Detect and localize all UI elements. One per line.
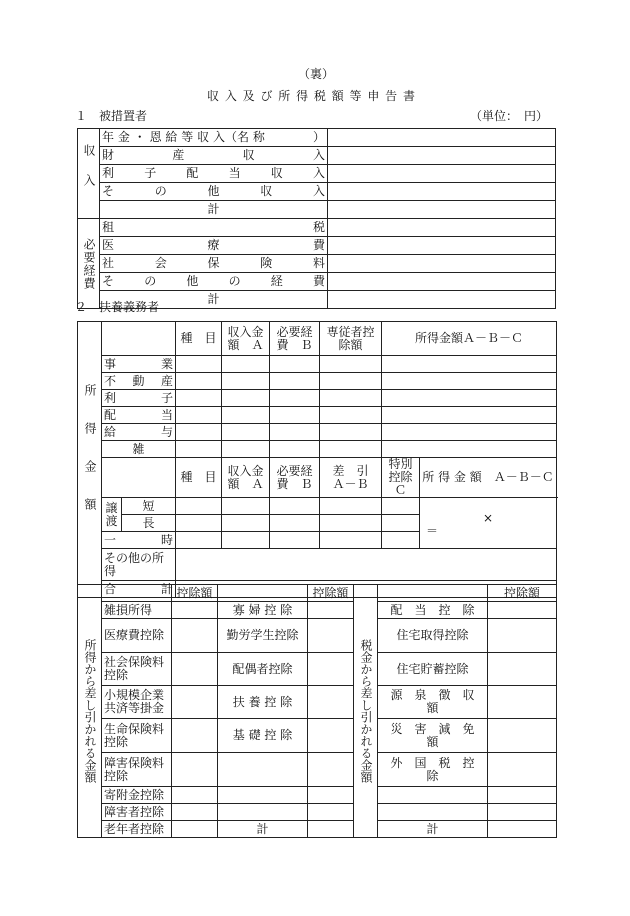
expense-value[interactable]: [328, 255, 556, 273]
table-cell[interactable]: [488, 619, 557, 653]
deduct-item: 社会保険料控除: [102, 653, 172, 686]
h1-a: 収入金額 Ａ: [222, 322, 270, 356]
table-cell: [176, 498, 222, 515]
table-cell[interactable]: [172, 719, 218, 753]
deduct-item: 基 礎 控 除: [218, 719, 308, 753]
deduct-item: 老年者控除: [102, 821, 172, 838]
kojogaku-3: 控除額: [488, 585, 557, 602]
table-cell[interactable]: [270, 373, 320, 390]
table-cell[interactable]: [488, 787, 557, 804]
h2-b: 必要経費 Ｂ: [270, 458, 320, 498]
expense-label-cell: 必要経費: [78, 219, 100, 309]
table-cell[interactable]: [320, 532, 382, 549]
table-cell[interactable]: [270, 390, 320, 407]
tax-item: 住宅取得控除: [378, 619, 488, 653]
table-cell[interactable]: [172, 753, 218, 787]
table-cell[interactable]: [222, 356, 270, 373]
table-cell[interactable]: [270, 441, 320, 458]
table-cell[interactable]: [382, 441, 557, 458]
table-cell[interactable]: [222, 424, 270, 441]
table-cell[interactable]: [222, 373, 270, 390]
h2-shumoku: 種 目: [176, 458, 222, 498]
table-cell[interactable]: [172, 787, 218, 804]
table-cell: [378, 585, 488, 602]
tax-item: 外 国 税 控 除: [378, 753, 488, 787]
deduct-item: 障害者控除: [102, 804, 172, 821]
table-cell[interactable]: [308, 753, 354, 787]
cho-label: 長: [122, 515, 176, 532]
section1-table: [77, 128, 556, 309]
table-cell[interactable]: [382, 515, 420, 532]
deduct-item: 寄附金控除: [102, 787, 172, 804]
table-cell[interactable]: [382, 424, 557, 441]
expense-value[interactable]: [328, 237, 556, 255]
table-cell: [176, 356, 222, 373]
table-cell[interactable]: [488, 753, 557, 787]
table-cell: [176, 532, 222, 549]
table-cell[interactable]: [378, 787, 488, 804]
expense-row: 医 療 費: [100, 237, 328, 255]
table-cell[interactable]: [308, 619, 354, 653]
table-cell[interactable]: [320, 390, 382, 407]
h2-tokubetsu: 特別控除 Ｃ: [382, 458, 420, 498]
deduct-item: 生命保険料控除: [102, 719, 172, 753]
income-value[interactable]: [328, 165, 556, 183]
table-cell[interactable]: [218, 787, 308, 804]
deduct-label-cell: 所得から差し引かれる金額: [78, 585, 102, 838]
table-cell[interactable]: [320, 498, 382, 515]
joto-label: 譲渡: [102, 498, 122, 532]
kojogaku-1: 控除額: [172, 585, 218, 602]
table-cell[interactable]: [270, 498, 320, 515]
table-cell[interactable]: [270, 532, 320, 549]
table-cell[interactable]: [308, 787, 354, 804]
deduct-total-label: 計: [218, 821, 308, 838]
table-cell: [176, 424, 222, 441]
table-cell[interactable]: [222, 390, 270, 407]
income-type: 利 子: [102, 390, 176, 407]
h1-formula: 所得金額Ａ－Ｂ－Ｃ: [382, 322, 557, 356]
table-cell[interactable]: [308, 686, 354, 719]
table-cell[interactable]: [172, 653, 218, 686]
table-cell[interactable]: [308, 653, 354, 686]
table-cell[interactable]: [172, 821, 218, 838]
table-cell[interactable]: [308, 804, 354, 821]
deduct-item: 勤労学生控除: [218, 619, 308, 653]
table-cell[interactable]: [218, 753, 308, 787]
table-cell[interactable]: [270, 424, 320, 441]
table-cell: [176, 515, 222, 532]
page-title: 収 入 及 び 所 得 税 額 等 申 告 書: [207, 89, 416, 103]
table-cell[interactable]: [270, 515, 320, 532]
table-cell: [176, 407, 222, 424]
table-cell[interactable]: [488, 602, 557, 619]
income-total-label: 計: [100, 201, 328, 219]
tan-label: 短: [122, 498, 176, 515]
income-row: そ の 他 収 入: [100, 183, 328, 201]
table-cell[interactable]: [222, 441, 270, 458]
income-value[interactable]: [328, 129, 556, 147]
table-cell[interactable]: [222, 407, 270, 424]
table-cell[interactable]: [378, 804, 488, 821]
table-cell[interactable]: [420, 498, 557, 549]
section2-title: ２ 扶養義務者: [75, 300, 160, 314]
expense-row: 社 会 保 険 料: [100, 255, 328, 273]
table-cell[interactable]: [308, 719, 354, 753]
table-cell[interactable]: [218, 804, 308, 821]
times-mark: ×: [482, 511, 494, 525]
table-cell[interactable]: [488, 719, 557, 753]
deduct-item: 小規模企業共済等掛金: [102, 686, 172, 719]
deduct-item: 医療費控除: [102, 619, 172, 653]
table-cell[interactable]: [488, 821, 557, 838]
income-label-cell: 収入: [78, 129, 100, 219]
table-cell[interactable]: [320, 356, 382, 373]
table-cell[interactable]: [172, 686, 218, 719]
table-cell: [176, 390, 222, 407]
table-cell[interactable]: [222, 498, 270, 515]
kojogaku-2: 控除額: [308, 585, 354, 602]
income-total-value[interactable]: [328, 201, 556, 219]
table-cell[interactable]: [320, 373, 382, 390]
income-value[interactable]: [328, 183, 556, 201]
income-row: 年 金 ・ 恩 給 等 収 入（名 称 ）: [100, 129, 328, 147]
table-cell[interactable]: [270, 356, 320, 373]
expense-total-label: 計: [100, 291, 328, 309]
expense-total-value[interactable]: [328, 291, 556, 309]
ura-label: （裏）: [298, 67, 335, 81]
tax-item: 災 害 減 免 額: [378, 719, 488, 753]
expense-row: 租 税: [100, 219, 328, 237]
shotoku-label-cell: 所得金額: [78, 322, 102, 598]
tax-item: 住宅貯蓄控除: [378, 653, 488, 686]
table-cell[interactable]: [172, 804, 218, 821]
deduct-item: 雑損所得: [102, 602, 172, 619]
gokei-label: 合 計: [102, 581, 176, 598]
table-cell[interactable]: [172, 619, 218, 653]
h2-formula: 所 得 金 額 Ａ－Ｂ－Ｃ: [420, 458, 557, 498]
section1-title: １ 被措置者: [75, 109, 148, 123]
table-cell: [102, 585, 172, 602]
table-cell[interactable]: [172, 602, 218, 619]
unit-label: （単位： 円）: [470, 109, 549, 123]
table-cell[interactable]: [488, 686, 557, 719]
income-type: 給 与: [102, 424, 176, 441]
expense-value[interactable]: [328, 273, 556, 291]
income-value[interactable]: [328, 147, 556, 165]
table-cell[interactable]: [488, 653, 557, 686]
table-cell[interactable]: [382, 356, 557, 373]
table-cell[interactable]: [382, 373, 557, 390]
table-cell[interactable]: [320, 407, 382, 424]
ichiji-label: 一 時: [102, 532, 176, 549]
section2-income-table: [77, 321, 557, 598]
tax-item: 源 泉 徴 収 額: [378, 686, 488, 719]
table-cell[interactable]: [382, 532, 420, 549]
equals-mark: ＝: [426, 524, 439, 538]
table-cell[interactable]: [382, 498, 420, 515]
section2-deduction-table: [77, 584, 557, 838]
table-cell[interactable]: [382, 390, 557, 407]
expense-value[interactable]: [328, 219, 556, 237]
h1-sensha: 専従者控除額: [320, 322, 382, 356]
tax-item: 配 当 控 除: [378, 602, 488, 619]
h2-a: 収入金額 Ａ: [222, 458, 270, 498]
income-row: 財 産 収 入: [100, 147, 328, 165]
table-cell[interactable]: [222, 515, 270, 532]
table-cell[interactable]: [308, 602, 354, 619]
table-cell: [218, 585, 308, 602]
tax-label-cell: 税金から差し引かれる金額: [354, 585, 378, 838]
table-cell[interactable]: [176, 549, 557, 581]
table-cell[interactable]: [270, 407, 320, 424]
deduct-item: 障害保険料控除: [102, 753, 172, 787]
table-cell: [102, 322, 176, 356]
table-cell[interactable]: [320, 424, 382, 441]
table-cell: [176, 373, 222, 390]
table-cell[interactable]: [308, 821, 354, 838]
deduct-item: 寡 婦 控 除: [218, 602, 308, 619]
income-type: 配 当: [102, 407, 176, 424]
table-cell[interactable]: [320, 515, 382, 532]
table-cell[interactable]: [382, 407, 557, 424]
tax-total-label: 計: [378, 821, 488, 838]
income-type: 雑: [102, 441, 176, 458]
expense-row: そ の 他 の 経 費: [100, 273, 328, 291]
income-type: 事 業: [102, 356, 176, 373]
h2-sa: 差 引 Ａ－Ｂ: [320, 458, 382, 498]
h1-shumoku: 種 目: [176, 322, 222, 356]
table-cell[interactable]: [320, 441, 382, 458]
income-row: 利 子 配 当 収 入: [100, 165, 328, 183]
deduct-item: 扶 養 控 除: [218, 686, 308, 719]
table-cell[interactable]: [488, 804, 557, 821]
deduct-item: 配偶者控除: [218, 653, 308, 686]
table-cell[interactable]: [222, 532, 270, 549]
income-type: 不 動 産: [102, 373, 176, 390]
sonota-label: その他の所得: [102, 549, 176, 581]
h1-b: 必要経費 Ｂ: [270, 322, 320, 356]
table-cell: [102, 458, 176, 498]
table-cell: [176, 441, 222, 458]
